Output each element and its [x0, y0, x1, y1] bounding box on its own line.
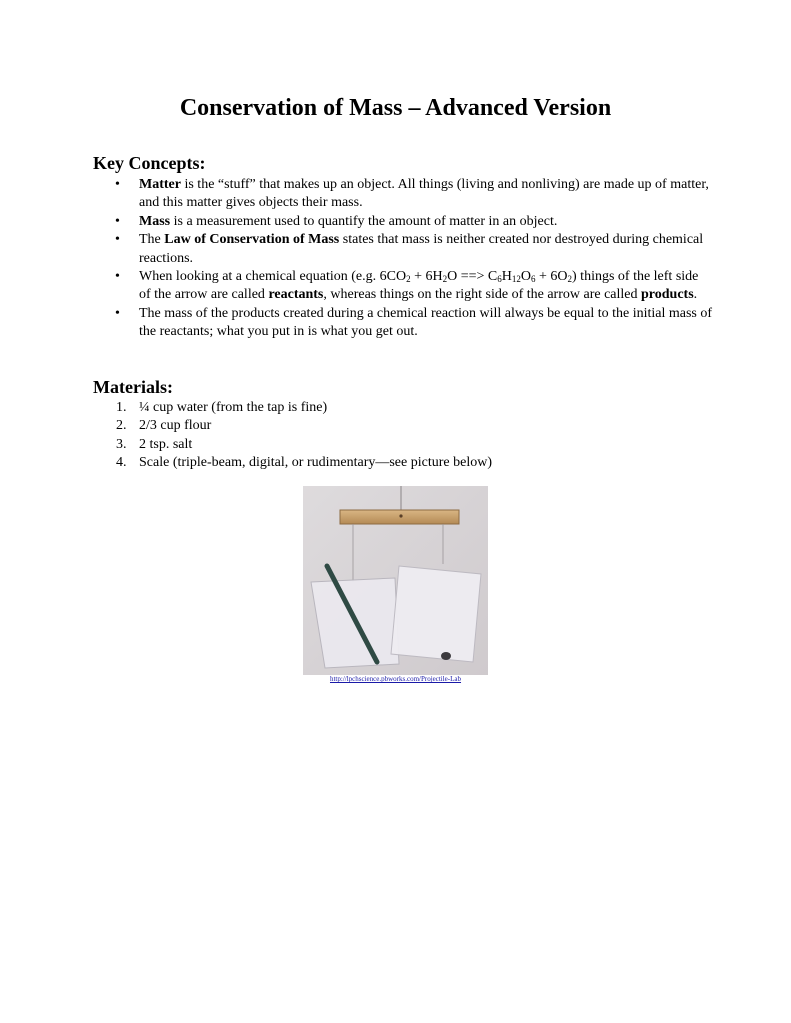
page-title: Conservation of Mass – Advanced Version	[179, 95, 612, 121]
bullet-icon: •	[115, 232, 120, 248]
key-concepts-heading: Key Concepts:	[93, 153, 206, 173]
bullet-icon: •	[115, 177, 120, 192]
material-text: 2 tsp. salt	[139, 436, 193, 452]
wooden-beam	[340, 510, 459, 524]
definition-text: states that mass is neither created nor destroyed during chemical reactions.	[139, 232, 704, 266]
rudimentary-scale-illustration	[303, 486, 488, 675]
right-bag	[391, 566, 481, 662]
list-item	[93, 436, 713, 454]
term-reactants: reactants	[268, 287, 324, 303]
term-matter: Matter	[139, 177, 181, 192]
list-item	[93, 213, 713, 231]
list-item	[93, 231, 713, 268]
bullet-icon: •	[115, 269, 120, 285]
item-number: 3.	[116, 436, 127, 452]
list-item	[93, 268, 713, 305]
key-concepts-list	[93, 176, 713, 342]
scale-photo	[303, 486, 488, 675]
materials-heading: Materials:	[93, 377, 173, 397]
definition-text: is a measurement used to quantify the amount of matter in an object.	[170, 213, 558, 229]
list-item	[93, 454, 713, 472]
bullet-icon: •	[115, 213, 120, 229]
small-weight	[441, 652, 451, 660]
list-item	[93, 417, 713, 435]
material-text: 2/3 cup flour	[139, 418, 212, 434]
list-item	[93, 399, 713, 417]
material-text: Scale (triple-beam, digital, or rudimentary—see picture below)	[139, 455, 492, 471]
equation-text: When looking at a chemical equation (e.g. $6CO_2 + 6H_2O$ ==> $C_6H_{12}O_6 + 6O_2$) things of the left side of the arrow are called reactants, whereas things on the right side of the arrow are called products.	[139, 269, 699, 303]
term-law-of-conservation: Law of Conservation of Mass	[164, 232, 340, 248]
material-text: ¼ cup water (from the tap is fine)	[139, 400, 328, 415]
photo-source-link[interactable]: http://lpchscience.pbworks.com/Projectile-Lab	[329, 675, 462, 683]
item-number: 4.	[116, 455, 127, 471]
list-item	[93, 305, 713, 342]
item-number: 2.	[116, 418, 127, 434]
definition-text: The mass of the products created during a chemical reaction will always be equal to the initial mass of the reactants; what you put in is what you get out.	[139, 305, 713, 340]
term-mass: Mass	[139, 213, 171, 229]
list-item	[93, 176, 713, 213]
pivot-nail	[399, 514, 402, 517]
definition-text: is the “stuff” that makes up an object. All things (living and nonliving) are made up of matter, and this matter gives objects their mass.	[139, 177, 709, 211]
bullet-icon: •	[115, 305, 120, 321]
materials-list	[93, 399, 713, 473]
definition-text: The	[139, 232, 165, 248]
term-products: products	[641, 287, 694, 303]
item-number: 1.	[116, 400, 127, 415]
